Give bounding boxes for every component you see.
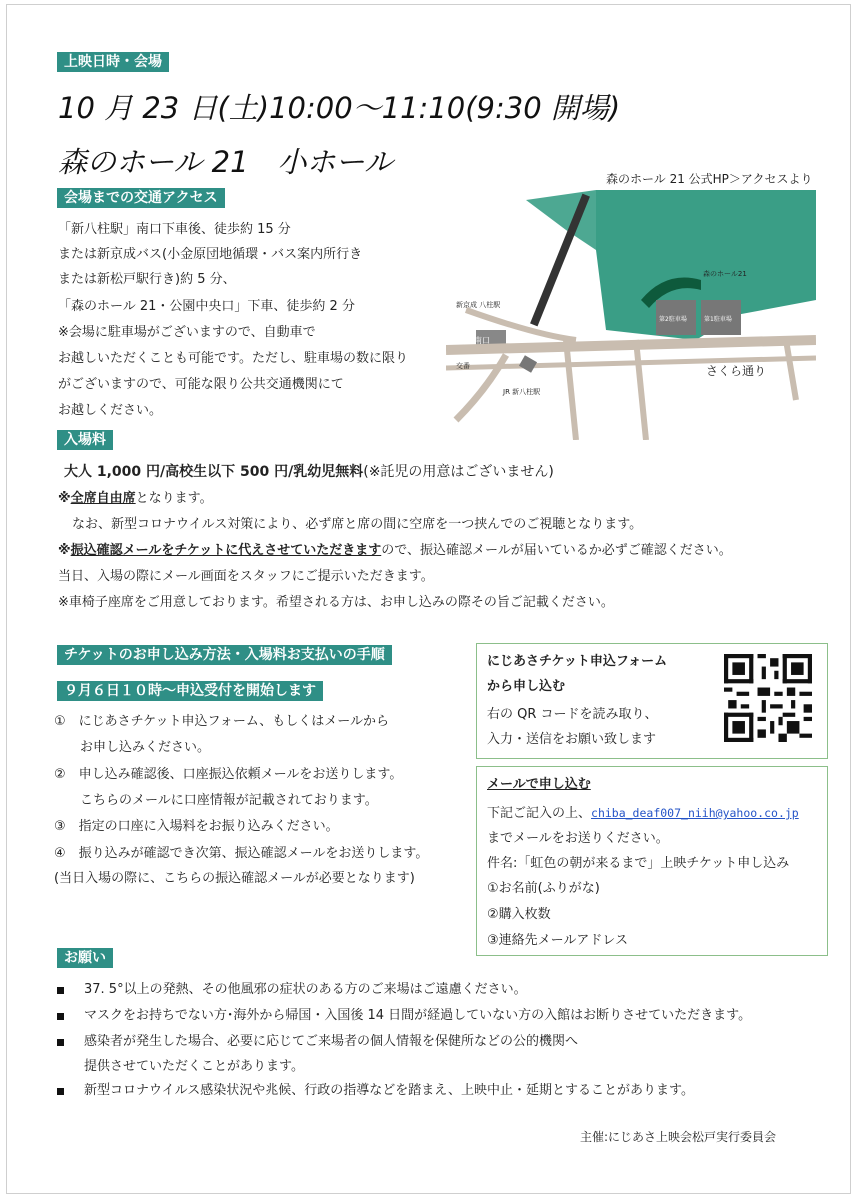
- access-line: お越しいただくことも可能です。ただし、駐車場の数に限り: [58, 351, 408, 366]
- jr-station: [519, 355, 537, 372]
- access-line: ※会場に駐車場がございますので、自動車で: [58, 325, 316, 340]
- admission-price-main: 大人 1,000 円/高校生以下 500 円/乳幼児無料: [64, 464, 364, 480]
- map-label-south-exit: 南口: [474, 336, 490, 345]
- event-datetime-label: 上映日時・会場: [57, 52, 169, 72]
- map-caption: 森のホール 21 公式HP＞アクセスより: [606, 172, 813, 186]
- admission-price-note: (※託児の用意はございません): [363, 464, 554, 480]
- note3-emphasis: 振込確認メールをチケットに代えさせていただきます: [70, 543, 382, 558]
- mail-box-line-1: [487, 804, 799, 823]
- access-line: または新京成バス(小金原団地循環・バス案内所行き: [58, 247, 363, 262]
- road-south: [566, 340, 576, 440]
- procedure-step: こちらのメールに口座情報が記載されております。: [54, 793, 378, 808]
- map-label-koban: 交番: [456, 362, 470, 370]
- event-venue: 森のホール 21 小ホール: [58, 145, 393, 179]
- request-item: 提供させていただくことがあります。: [84, 1059, 304, 1074]
- road-south-east: [636, 340, 646, 440]
- mail-box-title: メールで申し込む: [487, 777, 591, 792]
- admission-note-3: [58, 542, 732, 560]
- procedure-step: (当日入場の際に、こちらの振込確認メールが必要となります): [54, 871, 415, 886]
- bullet-icon: [57, 1013, 64, 1020]
- request-item: マスクをお持ちでない方･海外から帰国・入国後 14 日間が経過していない方の入館はお断りさせていただきます。: [84, 1008, 752, 1023]
- mail-box-line-2: までメールをお送りください。: [487, 831, 669, 846]
- access-line: 「森のホール 21・公園中央口」下車、徒歩約 2 分: [58, 299, 355, 314]
- form-box-line-2: 入力・送信をお願い致します: [487, 732, 657, 747]
- admission-note-4: 当日、入場の際にメール画面をスタッフにご提示いただきます。: [58, 569, 434, 584]
- map-label-parking1: 第1駐車場: [704, 316, 732, 323]
- procedure-step: ④ 振り込みが確認でき次第、振込確認メールをお送りします。: [54, 846, 429, 861]
- procedure-step: ③ 指定の口座に入場料をお振り込みください。: [54, 819, 339, 834]
- mail-box-item: ②購入枚数: [487, 907, 551, 922]
- requests-label: お願い: [57, 948, 113, 968]
- procedure-step: ② 申し込み確認後、口座振込依頼メールをお送りします。: [54, 767, 403, 782]
- form-box-title-2: から申し込む: [487, 679, 566, 694]
- admission-label: 入場料: [57, 430, 113, 450]
- mail-box-intro: 下記ご記入の上、: [487, 806, 592, 821]
- note3-suffix: ので、振込確認メールが届いているか必ずご確認ください。: [381, 543, 732, 558]
- bullet-icon: [57, 1039, 64, 1046]
- procedure-start-label: ９月６日１０時～申込受付を開始します: [57, 681, 323, 701]
- procedure-step: ① にじあさチケット申込フォーム、もしくはメールから: [54, 714, 389, 729]
- access-line: がございますので、可能な限り公共交通機関にて: [58, 377, 344, 392]
- note1-suffix: となります。: [135, 491, 213, 506]
- procedure-step: お申し込みください。: [54, 740, 211, 755]
- form-box-title-1: にじあさチケット申込フォーム: [487, 654, 668, 669]
- admission-price: [64, 462, 554, 482]
- admission-note-2: なお、新型コロナウイルス対策により、必ず席と席の間に空席を一つ挟んでのご視聴となります。: [72, 517, 643, 532]
- mail-box-item: ③連絡先メールアドレス: [487, 933, 629, 948]
- request-item: 37. 5°以上の発熱、その他風邪の症状のある方のご来場はご遠慮ください。: [84, 982, 527, 997]
- request-item: 新型コロナウイルス感染状況や兆候、行政の指導などを踏まえ、上映中止・延期とすることがあります。: [84, 1083, 694, 1098]
- bullet-icon: [57, 987, 64, 994]
- map-street-label: さくら通り: [706, 364, 767, 378]
- mail-box-item: ①お名前(ふりがな): [487, 881, 600, 896]
- access-map: [446, 190, 816, 440]
- bullet-icon: [57, 1088, 64, 1095]
- note1-emphasis: 全席自由席: [70, 491, 136, 506]
- access-label: 会場までの交通アクセス: [57, 188, 225, 208]
- road-east: [786, 340, 796, 400]
- map-label-hall: 森のホール21: [703, 270, 747, 278]
- form-box-line-1: 右の QR コードを読み取り、: [487, 707, 658, 722]
- mail-box-subject: 件名:「虹色の朝が来るまで」上映チケット申し込み: [487, 856, 790, 871]
- access-line: 「新八柱駅」南口下車後、徒歩約 15 分: [58, 222, 291, 237]
- note1-prefix: ※: [58, 491, 71, 506]
- map-label-station: 新京成 八柱駅: [456, 301, 501, 309]
- access-line: または新松戸駅行き)約 5 分、: [58, 272, 236, 287]
- procedure-label: チケットのお申し込み方法・入場料お支払いの手順: [57, 645, 392, 665]
- event-datetime: 10 月 23 日(土)10:00～11:10(9:30 開場): [58, 91, 621, 125]
- qr-code[interactable]: [724, 654, 812, 742]
- admission-note-5: ※車椅子座席をご用意しております。希望される方は、お申し込みの際その旨ご記載ください。: [58, 595, 614, 610]
- admission-note-1: [58, 490, 213, 508]
- mail-address-link[interactable]: chiba_deaf007_niih@yahoo.co.jp: [591, 806, 799, 820]
- map-label-jr: JR 新八柱駅: [503, 388, 541, 396]
- map-label-parking2: 第2駐車場: [659, 316, 687, 323]
- note3-prefix: ※: [58, 543, 71, 558]
- organizer-credit: 主催:にじあさ上映会松戸実行委員会: [580, 1130, 777, 1144]
- request-item: 感染者が発生した場合、必要に応じてご来場者の個人情報を保健所などの公的機関へ: [84, 1034, 579, 1049]
- access-line: お越しください。: [58, 403, 163, 418]
